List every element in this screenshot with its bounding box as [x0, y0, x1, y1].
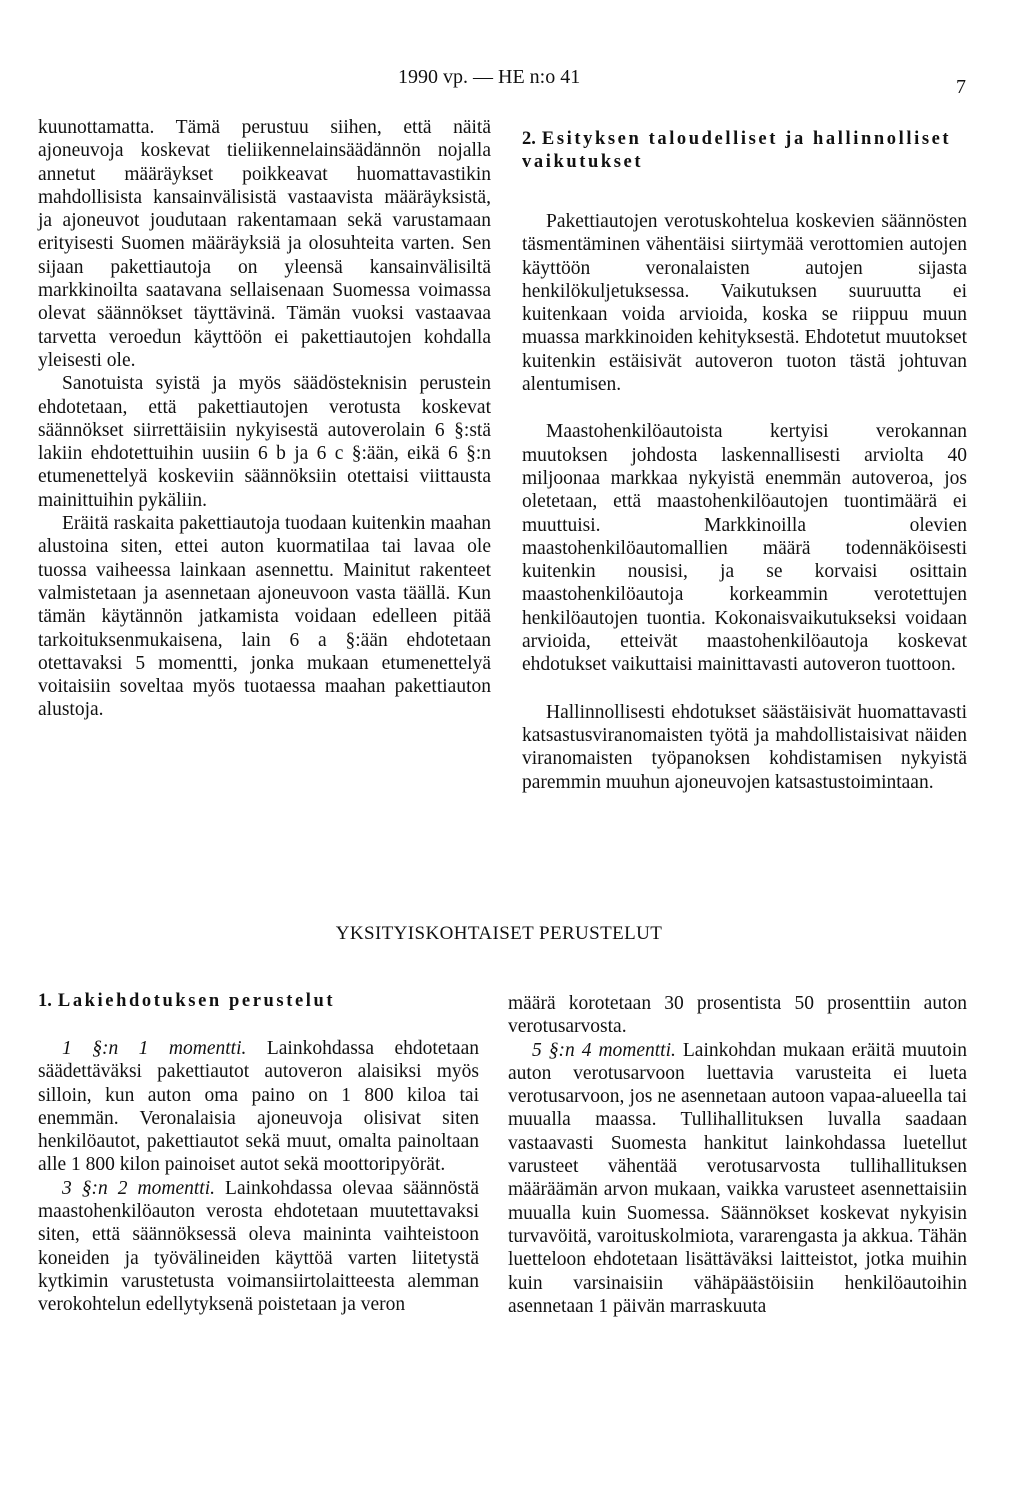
bottom-left-column	[38, 990, 479, 1317]
main-heading	[0, 923, 1024, 945]
section-title: Esityksen taloudelliset ja hallinnolliset vaikutukset	[522, 129, 952, 172]
paragraph: Maastohenkilöautoista kertyisi verokannan muutoksen johdosta laskennallisesti arviolta 40 miljoonaa markkaa nykyistä enemmän autoveroa, jos oletetaan, että maastohenkilöautojen tuontimäärä ei muuttuisi. Markkinoilla olevien maastohenkilöautomallien määrä todennäköisesti kuitenkin nousisi, ja se korvaisi osittain maastohenkilöautoja korkeammin verotettujen henkilöautojen tuontia. Kokonaisvaikutukseksi voidaan arvioida, etteivät maastohenkilöautoja koskevat ehdotukset vaikuttaisi mainittavasti autoveron tuottoon.	[522, 421, 967, 676]
page-number: 7	[956, 76, 966, 98]
top-left-column	[38, 116, 491, 722]
paragraph	[38, 1037, 479, 1177]
paragraph-text: Lainkohdassa ehdotetaan säädettäväksi pakettiautot autoveron alaisiksi myös silloin, kun auton oma paino on 1 800 kiloa tai enemmän. Veronalaisia ajoneuvoja olisivat siten henkilöautot, pakettiautot sekä muut, omalta painoltaan alle 1 800 kilon painoiset autot sekä moottoripyörät.	[38, 1038, 479, 1176]
section-number: 1.	[38, 991, 52, 1011]
top-right-column	[522, 128, 967, 794]
paragraph	[38, 1177, 479, 1317]
paragraph-label: 1 §:n 1 momentti.	[62, 1038, 247, 1059]
paragraph: kuunottamatta. Tämä perustuu siihen, että näitä ajoneuvoja koskevat tieliikennelainsäädännön nojalla annetut määräykset poikkeavat huomattavastikin mahdollisista kansainvälisistä vastaavista määräyksistä, ja ajoneuvot joudutaan rakentamaan sekä varustamaan erityisesti Suomen määräyksiä ja olosuhteita varten. Sen sijaan pakettiautoja on yleensä kansainvälisiltä markkinoilta saatavana sellaisenaan Suomessa voimassa olevat säännökset täyttävinä. Tämän vuoksi vastaavaa tarvetta veroedun käyttöön ei pakettiautojen kohdalla yleisesti ole.	[38, 117, 491, 371]
section-title: Lakiehdotuksen perustelut	[57, 991, 336, 1011]
page-header	[0, 66, 1024, 96]
paragraph-text: Lainkohdan mukaan eräitä muutoin auton verotusarvoon luettavia varusteita ei lueta verotusarvoon, jos ne asennetaan autoon vapaa-alueella tai muualla maassa. Tullihallituksen luvalla saadaan vastaavasti Suomesta hankitut lainkohdassa luetellut varusteet vähentää verotusarvosta tullihallituksen määräämän arvon mukaan, vaikka varusteet asennettaisiin muualla kuin Suomessa. Säännökset koskevat nykyisin turvavöitä, varoituskolmiota, vararengasta ja akkua. Tähän luetteloon ehdotetaan lisättäväksi laitteistot, jotka muihin kuin varsinaisiin vähäpäästöisiin henkilöautoihin asennetaan 1 päivän marraskuuta	[508, 1039, 967, 1317]
main-heading-text: YKSITYISKOHTAISET PERUSTELUT	[335, 923, 663, 944]
paragraph	[508, 1039, 967, 1319]
section-heading-1	[38, 990, 479, 1013]
paragraph: Hallinnollisesti ehdotukset säästäisivät huomattavasti katsastusviranomaisten työtä ja mahdollistaisivat näiden viranomaisten työpanoksen kohdistamisen nykyistä paremmin muuhun ajoneuvojen katsastustoimintaan.	[522, 701, 967, 793]
paragraph: määrä korotetaan 30 prosentista 50 prosenttiin auton verotusarvosta.	[508, 993, 967, 1038]
paragraph: Pakettiautojen verotuskohtelua koskevien säännösten täsmentäminen vähentäisi siirtymää verottomien autojen käyttöön veronalaisten autojen sijasta henkilökuljetuksessa. Vaikutuksen suuruutta ei kuitenkaan voida arvioida, koska se riippuu muun muassa markkinoiden kehityksestä. Ehdotetut muutokset kuitenkin estäisivät autoveron tuoton tästä johtuvan alentumisen.	[522, 211, 967, 396]
paragraph-label: 5 §:n 4 momentti.	[532, 1039, 676, 1061]
paragraph-text: Lainkohdassa olevaa säännöstä maastohenkilöauton verosta ehdotetaan muutettavaksi siten, että säännöksessä oleva maininta vaihteistoon koneiden ja työvälineiden käyttöä varten liitetystä kytkimin varustetusta voimansiirtolaitteesta alemman verokohtelun edellytyksenä poistetaan ja veron	[38, 1177, 479, 1316]
paragraph-label: 3 §:n 2 momentti.	[62, 1177, 216, 1199]
section-number: 2.	[522, 129, 536, 149]
bottom-right-column	[508, 992, 967, 1318]
section-heading-2	[522, 128, 967, 174]
paragraph: Sanotuista syistä ja myös säädösteknisin perustein ehdotetaan, että pakettiautojen verotusta koskevat säännökset siirrettäisiin nykyisestä autoverolain 6 §:stä lakiin ehdotettuihin uusiin 6 b ja 6 c §:ään, eikä 6 §:n etumenettelyä koskeviin säännöksiin otettaisi viittausta mainittuihin pykäliin.	[38, 373, 491, 511]
running-title: 1990 vp. — HE n:o 41	[398, 66, 581, 88]
paragraph: Eräitä raskaita pakettiautoja tuodaan kuitenkin maahan alustoina siten, ettei auton kuormatilaa tai lavaa ole tuossa vaiheessa lainkaan asennettu. Mainitut rakenteet valmistetaan ja asennetaan ajoneuvoon vasta täällä. Kun tämän käytännön jatkamista voidaan edelleen pitää tarkoituksenmukaisena, lain 6 a §:ään ehdotetaan otettavaksi 5 momentti, jonka mukaan etumenettelyä voitaisiin soveltaa myös tuotaessa maahan pakettiauton alustoja.	[38, 513, 491, 721]
